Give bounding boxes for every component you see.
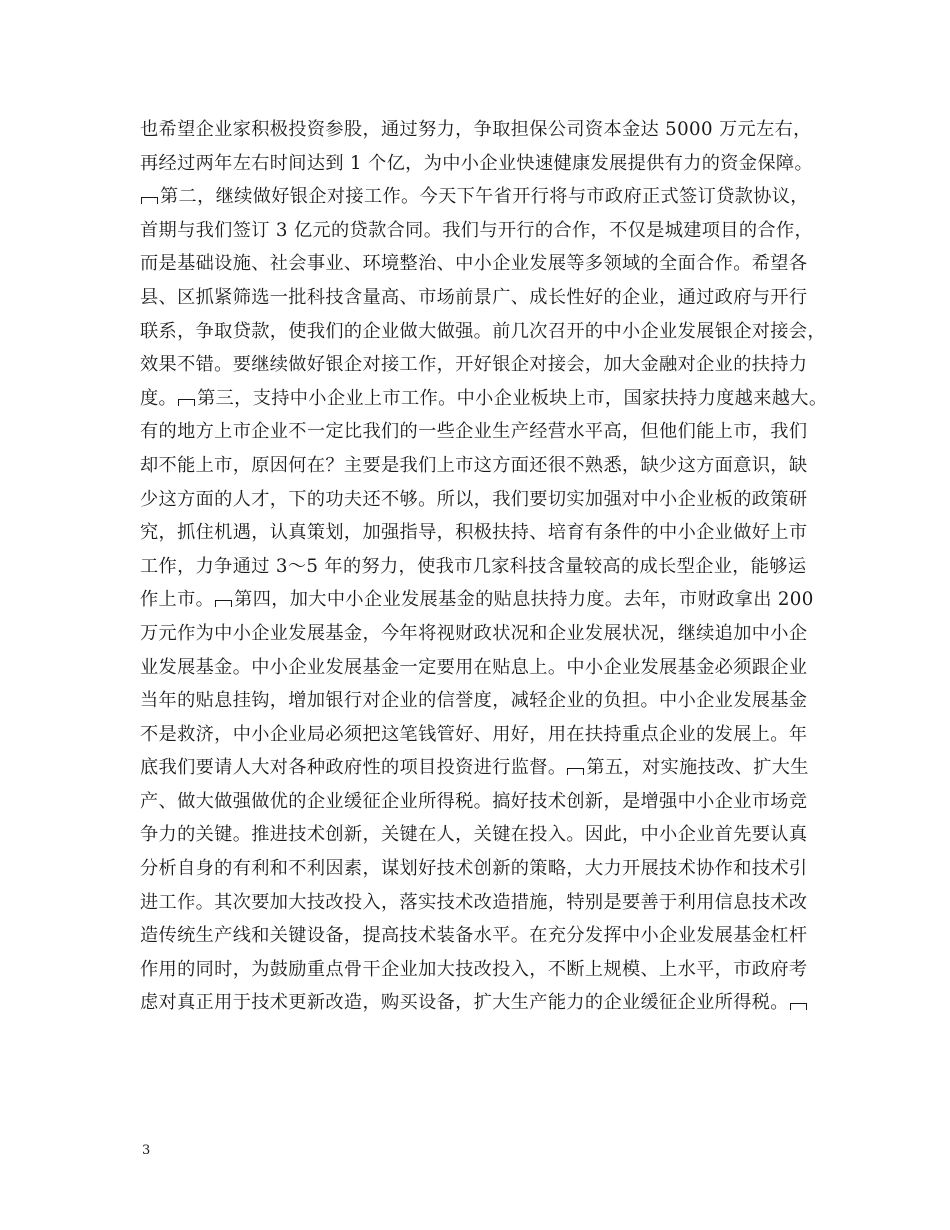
text-segment: 万元作为中小企业发展基金，今年将视财政状况和企业发展状况，继续追加中小企 xyxy=(140,622,808,644)
text-segment: 分析自身的有利和不利因素，谋划好技术创新的策略，大力开展技术协作和技术引 xyxy=(140,858,808,880)
text-line xyxy=(140,953,830,987)
text-segment: 再经过两年左右时间达到 1 个亿，为中小企业快速健康发展提供有力的资金保障。 xyxy=(140,152,813,174)
paragraph-mark-icon xyxy=(178,399,195,406)
text-segment: 有的地方上市企业不一定比我们的一些企业生产经营水平高，但他们能上市，我们 xyxy=(140,421,808,443)
text-line xyxy=(140,147,830,181)
text-segment: 而是基础设施、社会事业、环境整治、中小企业发展等多领域的全面合作。希望各 xyxy=(140,253,808,275)
text-segment: 究，抓住机遇，认真策划，加强指导，积极扶持、培育有条件的中小企业做好上市 xyxy=(140,522,808,544)
text-line xyxy=(140,718,830,752)
text-line xyxy=(140,113,830,147)
text-line xyxy=(140,214,830,248)
text-line xyxy=(140,651,830,685)
text-line xyxy=(140,382,830,416)
text-line xyxy=(140,919,830,953)
paragraph-mark-icon xyxy=(141,197,158,204)
paragraph-mark-icon xyxy=(215,600,232,607)
text-segment: 联系，争取贷款，使我们的企业做大做强。前几次召开的中小企业发展银企对接会， xyxy=(140,320,826,342)
text-segment: 第三，支持中小企业上市工作。中小企业板块上市，国家扶持力度越来越大。 xyxy=(197,387,828,409)
text-line xyxy=(140,180,830,214)
text-line xyxy=(140,785,830,819)
text-segment: 虑对真正用于技术更新改造，购买设备，扩大生产能力的企业缓征企业所得税。 xyxy=(140,992,789,1014)
text-segment: 县、区抓紧筛选一批科技含量高、市场前景广、成长性好的企业，通过政府与开行 xyxy=(140,286,808,308)
text-segment: 当年的贴息挂钩，增加银行对企业的信誉度，减轻企业的负担。中小企业发展基金 xyxy=(140,690,808,712)
text-segment: 作上市。 xyxy=(140,589,215,611)
text-segment: 少这方面的人才，下的功夫还不够。所以，我们要切实加强对中小企业板的政策研 xyxy=(140,488,808,510)
text-segment: 业发展基金。中小企业发展基金一定要用在贴息上。中小企业发展基金必须跟企业 xyxy=(140,656,808,678)
text-line xyxy=(140,483,830,517)
text-line xyxy=(140,986,830,1020)
text-line xyxy=(140,818,830,852)
text-segment: 第五，对实施技改、扩大生 xyxy=(586,757,809,779)
text-segment: 却不能上市，原因何在？主要是我们上市这方面还很不熟悉，缺少这方面意识，缺 xyxy=(140,454,808,476)
text-segment: 底我们要请人大对各种政府性的项目投资进行监督。 xyxy=(140,757,567,779)
text-segment: 也希望企业家积极投资参股，通过努力，争取担保公司资本金达 5000 万元左右， xyxy=(140,119,812,140)
body-text xyxy=(140,113,830,1020)
text-line xyxy=(140,852,830,886)
text-segment: 造传统生产线和关键设备，提高技术装备水平。在充分发挥中小企业发展基金杠杆 xyxy=(140,925,808,947)
text-segment: 争力的关键。推进技术创新，关键在人，关键在投入。因此，中小企业首先要认真 xyxy=(140,824,808,846)
text-segment: 度。 xyxy=(140,387,178,409)
text-line xyxy=(140,516,830,550)
text-line xyxy=(140,449,830,483)
text-segment: 第二，继续做好银企对接工作。今天下午省开行将与市政府正式签订贷款协议， xyxy=(160,186,809,208)
text-line xyxy=(140,751,830,785)
text-segment: 首期与我们签订 3 亿元的贷款合同。我们与开行的合作，不仅是城建项目的合作， xyxy=(140,219,813,241)
text-segment: 第四，加大中小企业发展基金的贴息扶持力度。去年，市财政拿出 200 xyxy=(234,589,814,611)
text-segment: 作用的同时，为鼓励重点骨干企业加大技改投入，不断上规模、上水平，市政府考 xyxy=(140,958,808,980)
text-line xyxy=(140,684,830,718)
text-segment: 工作，力争通过 3～5 年的努力，使我市几家科技含量较高的成长型企业，能够运 xyxy=(140,555,807,577)
text-line xyxy=(140,281,830,315)
page-number: 3 xyxy=(142,1143,151,1158)
text-line xyxy=(140,247,830,281)
text-line xyxy=(140,583,830,617)
text-segment: 不是救济，中小企业局必须把这笔钱管好、用好，用在扶持重点企业的发展上。年 xyxy=(140,723,808,745)
text-line xyxy=(140,617,830,651)
text-line xyxy=(140,415,830,449)
text-segment: 效果不错。要继续做好银企对接工作，开好银企对接会，加大金融对企业的扶持力 xyxy=(140,354,808,376)
text-line xyxy=(140,550,830,584)
text-line xyxy=(140,315,830,349)
paragraph-mark-icon xyxy=(790,1003,807,1010)
text-line xyxy=(140,886,830,920)
text-segment: 进工作。其次要加大技改投入，落实技术改造措施，特别是要善于利用信息技术改 xyxy=(140,891,808,913)
text-line xyxy=(140,348,830,382)
text-segment: 产、做大做强做优的企业缓征企业所得税。搞好技术创新，是增强中小企业市场竞 xyxy=(140,790,808,812)
paragraph-mark-icon xyxy=(567,768,584,775)
